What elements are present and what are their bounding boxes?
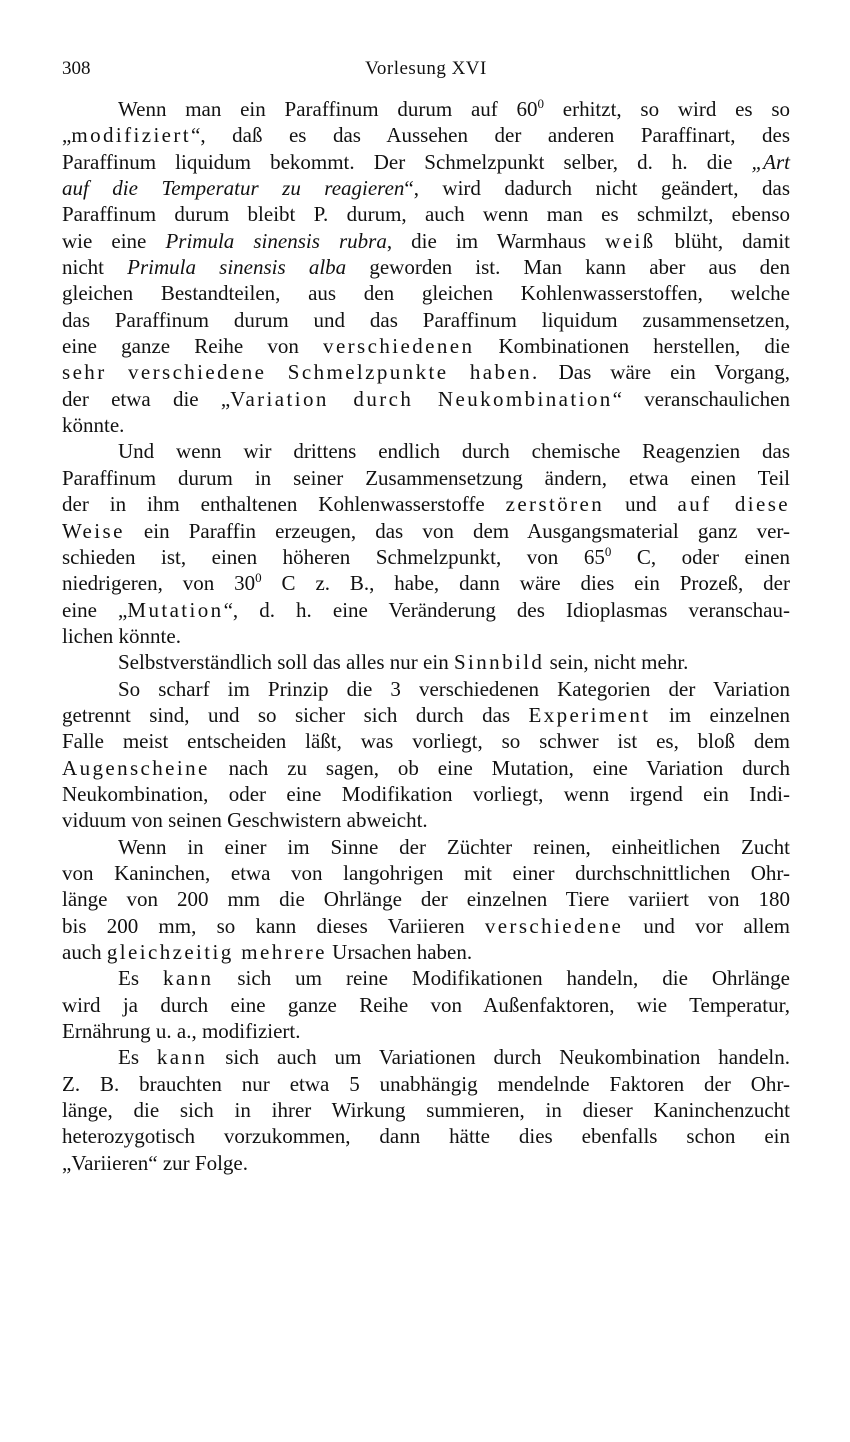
spaced-text: kann <box>162 966 214 991</box>
spaced-text: Variation durch Neukombination <box>230 386 613 411</box>
text-line <box>62 913 790 939</box>
text-line <box>62 333 790 359</box>
text-line <box>62 1018 790 1044</box>
text-segment: getrennt sind, und so sicher sich durch das <box>62 702 529 727</box>
text-segment: geworden ist. Man kann aber aus den <box>346 255 790 280</box>
text-segment: länge, die sich in ihrer Wirkung summieren, in dieser Kaninchenzucht <box>62 1098 790 1123</box>
superscript: 0 <box>604 543 612 559</box>
body-text <box>62 96 790 1176</box>
text-segment: Ursachen haben. <box>326 940 473 964</box>
text-segment: niedrigeren, von 30 <box>62 571 256 596</box>
text-line <box>62 623 790 649</box>
text-segment: und vor allem <box>623 913 790 938</box>
text-line <box>62 96 790 122</box>
text-segment: Wenn in einer im Sinne der Züchter reinen, einheitlichen Zucht <box>118 834 790 859</box>
text-segment: eine ganze Reihe von <box>62 334 324 359</box>
text-segment: sein, nicht mehr. <box>544 650 689 675</box>
text-line <box>62 465 790 491</box>
text-line <box>62 1097 790 1123</box>
text-line <box>62 175 790 201</box>
italic-text: „Art <box>751 149 790 174</box>
text-segment: Selbstverständlich soll das alles nur ein <box>118 650 454 675</box>
text-segment: blüht, damit <box>655 228 790 253</box>
text-segment: der in ihm enthaltenen Kohlenwasserstoffe <box>62 492 506 517</box>
text-segment: Paraffinum liquidum bekommt. Der Schmelzpunkt selber, d. h. die <box>62 149 752 174</box>
text-line <box>62 1071 790 1097</box>
text-segment: wie eine <box>62 228 166 253</box>
text-line <box>62 1123 790 1149</box>
text-segment: auch <box>62 940 107 964</box>
text-segment: das Paraffinum durum und das Paraffinum liquidum zusammensetzen, <box>62 307 790 332</box>
spaced-text: verschiedene <box>484 913 624 938</box>
text-segment: Und wenn wir drittens endlich durch chemische Reagenzien das <box>118 439 790 464</box>
text-line <box>62 122 790 148</box>
italic-text: Primula sinensis rubra <box>165 228 387 253</box>
text-line <box>62 280 790 306</box>
spaced-text: sehr verschiedene Schmelzpunkte haben. <box>62 360 540 385</box>
spaced-text: kann <box>156 1045 208 1070</box>
text-line <box>62 228 790 254</box>
spaced-text: weiß <box>605 228 656 253</box>
spaced-text: auf diese <box>677 492 790 517</box>
text-segment: viduum von seinen Geschwistern abweicht. <box>62 808 428 833</box>
spaced-text: Augenscheine <box>62 755 210 780</box>
text-segment: Wenn man ein Paraffinum durum auf 60 <box>118 97 538 121</box>
page-header <box>62 58 790 84</box>
text-segment: heterozygotisch vorzukommen, dann hätte dies ebenfalls schon ein <box>62 1124 790 1149</box>
text-segment: nicht <box>62 255 128 280</box>
text-segment: „Variieren“ zur Folge. <box>62 1150 248 1175</box>
text-segment: Es <box>118 966 163 991</box>
text-line <box>62 886 790 912</box>
text-segment: im einzelnen <box>650 702 790 727</box>
text-line <box>62 755 790 781</box>
text-line <box>62 781 790 807</box>
text-line <box>62 570 790 596</box>
superscript: 0 <box>255 570 262 586</box>
text-segment: und <box>604 492 678 517</box>
text-segment: wird ja durch eine ganze Reihe von Außenfaktoren, wie Temperatur, <box>62 992 790 1017</box>
spaced-text: zerstören <box>505 492 605 517</box>
text-segment: C z. B., habe, dann wäre dies ein Prozeß, der <box>261 571 790 596</box>
text-segment: Neukombination, oder eine Modifikation vorliegt, wenn irgend ein Indi- <box>62 781 790 806</box>
text-segment: lichen könnte. <box>62 623 181 648</box>
text-segment: bis 200 mm, so kann dieses Variieren <box>62 913 485 938</box>
italic-text: auf die Temperatur zu reagieren <box>62 176 405 201</box>
text-line <box>62 438 790 464</box>
text-line <box>62 676 790 702</box>
text-segment: gleichen Bestandteilen, aus den gleichen Kohlenwasserstoffen, welche <box>62 281 790 306</box>
text-line <box>62 491 790 517</box>
text-segment: “ veranschaulichen <box>612 386 790 411</box>
text-segment: Paraffinum durum bleibt P. durum, auch wenn man es schmilzt, ebenso <box>62 202 790 227</box>
text-line <box>62 992 790 1018</box>
text-segment: länge von 200 mm die Ohrlänge der einzelnen Tiere variiert von 180 <box>62 887 790 912</box>
text-line <box>62 807 790 833</box>
text-line <box>62 728 790 754</box>
text-segment: schieden ist, einen höheren Schmelzpunkt, von 65 <box>62 544 605 569</box>
text-line <box>62 939 790 965</box>
text-line <box>62 834 790 860</box>
spaced-text: Sinnbild <box>453 650 545 675</box>
text-segment: „ <box>62 123 72 148</box>
text-segment: sich um reine Modifikationen handeln, die Ohrlänge <box>213 966 791 991</box>
spaced-text: gleichzeitig mehrere <box>106 940 327 964</box>
text-line <box>62 649 790 675</box>
text-line <box>62 597 790 623</box>
text-line <box>62 860 790 886</box>
text-segment: Falle meist entscheiden läßt, was vorliegt, so schwer ist es, bloß dem <box>62 729 790 754</box>
text-line <box>62 149 790 175</box>
text-segment: eine „ <box>62 597 128 622</box>
text-segment: Paraffinum durum in seiner Zusammensetzung ändern, etwa einen Teil <box>62 465 790 490</box>
running-title: Vorlesung XVI <box>365 58 487 79</box>
spaced-text: verschiedenen <box>323 334 475 359</box>
spaced-text: modifiziert <box>71 123 192 148</box>
text-segment: “, d. h. eine Veränderung des Idioplasmas veranschau- <box>223 597 790 622</box>
text-line <box>62 965 790 991</box>
spaced-text: Weise <box>62 518 125 543</box>
text-segment: So scharf im Prinzip die 3 verschiedenen Kategorien der Variation <box>118 676 790 701</box>
text-line <box>62 359 790 385</box>
text-line <box>62 544 790 570</box>
text-segment: “, daß es das Aussehen der anderen Paraffinart, des <box>191 123 790 148</box>
text-line <box>62 254 790 280</box>
text-segment: ein Paraffin erzeugen, das von dem Ausgangsmaterial ganz ver- <box>124 518 790 543</box>
text-line <box>62 1044 790 1070</box>
text-line <box>62 412 790 438</box>
superscript: 0 <box>537 96 545 111</box>
text-line <box>62 518 790 544</box>
spaced-text: Mutation <box>127 597 224 622</box>
spaced-text: Experiment <box>528 702 651 727</box>
text-segment: sich auch um Variationen durch Neukombination handeln. <box>207 1045 791 1070</box>
text-segment: erhitzt, so wird es so <box>544 97 790 121</box>
text-segment: der etwa die „ <box>62 386 231 411</box>
text-segment: von Kaninchen, etwa von langohrigen mit einer durchschnittlichen Ohr- <box>62 860 790 885</box>
page-number: 308 <box>62 58 91 79</box>
text-segment: “, wird dadurch nicht geändert, das <box>404 176 790 201</box>
text-line <box>62 201 790 227</box>
text-segment: nach zu sagen, ob eine Mutation, eine Variation durch <box>209 755 790 780</box>
text-segment: könnte. <box>62 413 125 438</box>
text-segment: Ernährung u. a., modifiziert. <box>62 1019 301 1044</box>
text-line <box>62 1150 790 1176</box>
text-line <box>62 386 790 412</box>
italic-text: Primula sinensis alba <box>127 255 347 280</box>
text-segment: Das wäre ein Vorgang, <box>539 360 790 385</box>
text-segment: Z. B. brauchten nur etwa 5 unabhängig mendelnde Faktoren der Ohr- <box>62 1071 790 1096</box>
text-line <box>62 307 790 333</box>
text-segment: Kombinationen herstellen, die <box>474 334 791 359</box>
text-segment: C, oder einen <box>611 544 791 569</box>
text-segment: , die im Warmhaus <box>386 228 606 253</box>
text-segment: Es <box>118 1045 157 1070</box>
text-line <box>62 702 790 728</box>
